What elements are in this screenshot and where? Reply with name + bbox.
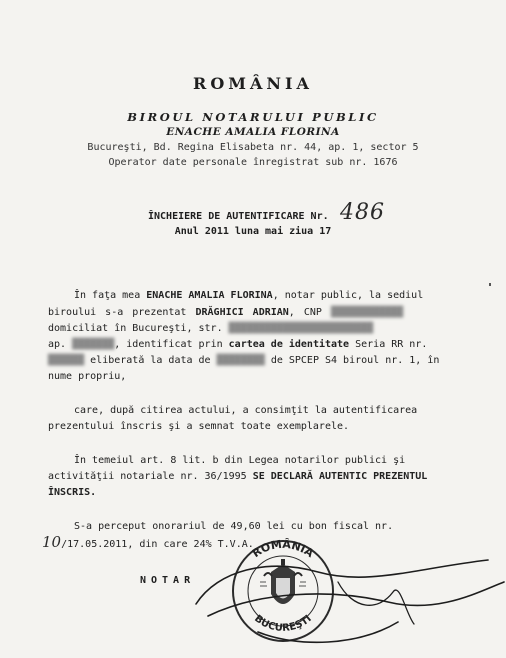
p1-text: de SPCEP S4 biroul nr. 1, în bbox=[270, 355, 440, 366]
p1-text: Seria RR nr. bbox=[355, 339, 428, 350]
p1-text: eliberată la data de bbox=[90, 355, 211, 366]
handwritten-signature bbox=[188, 552, 506, 652]
p1-line-2 bbox=[48, 307, 403, 318]
p3-text: activităţii notariale nr. 36/1995 bbox=[48, 471, 247, 482]
p1-text: , identificat prin bbox=[114, 339, 223, 350]
receipt-number-handwritten: 10 bbox=[42, 533, 62, 551]
p1-text: În faţa mea bbox=[74, 290, 141, 301]
stamp-bottom-text: BUCUREŞTI bbox=[252, 613, 314, 635]
deed-date-line: Anul 2011 luna mai ziua 17 bbox=[174, 226, 332, 237]
p1-line-1 bbox=[74, 290, 423, 301]
p4-text: /17.05.2011, din care 24% T.V.A. bbox=[61, 539, 254, 550]
p1-text: biroului s-a prezentat bbox=[48, 307, 187, 318]
p3-line-3: ÎNSCRIS. bbox=[48, 487, 97, 498]
redacted-cnp: ████████████ bbox=[330, 307, 404, 318]
office-heading: BIROUL NOTARULUI PUBLIC bbox=[127, 110, 379, 124]
p1-text: domiciliat în Bucureşti, str. bbox=[48, 323, 223, 334]
p1-text: , CNP bbox=[288, 307, 322, 318]
redacted-issue-date: ████████ bbox=[216, 355, 265, 366]
operator-registration: Operator date personale înregistrat sub nr. 1676 bbox=[108, 157, 398, 168]
deed-title: ÎNCHEIERE DE AUTENTIFICARE Nr. bbox=[148, 211, 329, 222]
id-card-label: cartea de identitate bbox=[228, 339, 350, 350]
p1-line-6: nume propriu, bbox=[48, 371, 127, 382]
redacted-apartment: ███████ bbox=[72, 339, 115, 350]
deed-number-handwritten: 486 bbox=[340, 200, 385, 225]
notary-name-heading: ENACHE AMALIA FLORINA bbox=[166, 126, 340, 138]
p1-text: ap. bbox=[48, 339, 67, 350]
p4-line-2 bbox=[42, 533, 254, 551]
stamp-top-text: ROMÂNIA bbox=[249, 538, 317, 561]
p1-text: , notar public, la sediul bbox=[272, 290, 424, 301]
p1-line-3 bbox=[48, 323, 373, 334]
client-name: DRĂGHICI ADRIAN bbox=[195, 307, 289, 318]
redacted-id-number: ██████ bbox=[48, 355, 85, 366]
p1-line-5 bbox=[48, 355, 439, 366]
p4-line-1: S-a perceput onorariul de 49,60 lei cu bon fiscal nr. bbox=[74, 521, 394, 532]
p3-line-1: În temeiul art. 8 lit. b din Legea notarilor publici şi bbox=[74, 455, 406, 466]
p1-line-4 bbox=[48, 339, 427, 350]
redacted-street: ████████████████████████ bbox=[228, 323, 374, 334]
country-heading: ROMÂNIA bbox=[193, 74, 313, 93]
office-address: Bucureşti, Bd. Regina Elisabeta nr. 44, ap. 1, sector 5 bbox=[87, 142, 419, 153]
notary-name-inline: ENACHE AMALIA FLORINA bbox=[146, 290, 273, 301]
p2-line-2: prezentului înscris şi a semnat toate exemplarele. bbox=[48, 421, 350, 432]
scan-speck bbox=[489, 283, 491, 286]
notary-signature-label: NOTAR bbox=[140, 575, 196, 586]
authentication-declaration: SE DECLARĂ AUTENTIC PREZENTUL bbox=[252, 471, 428, 482]
p3-line-2 bbox=[48, 471, 427, 482]
p2-line-1: care, după citirea actului, a consimţit la autentificarea bbox=[74, 405, 418, 416]
